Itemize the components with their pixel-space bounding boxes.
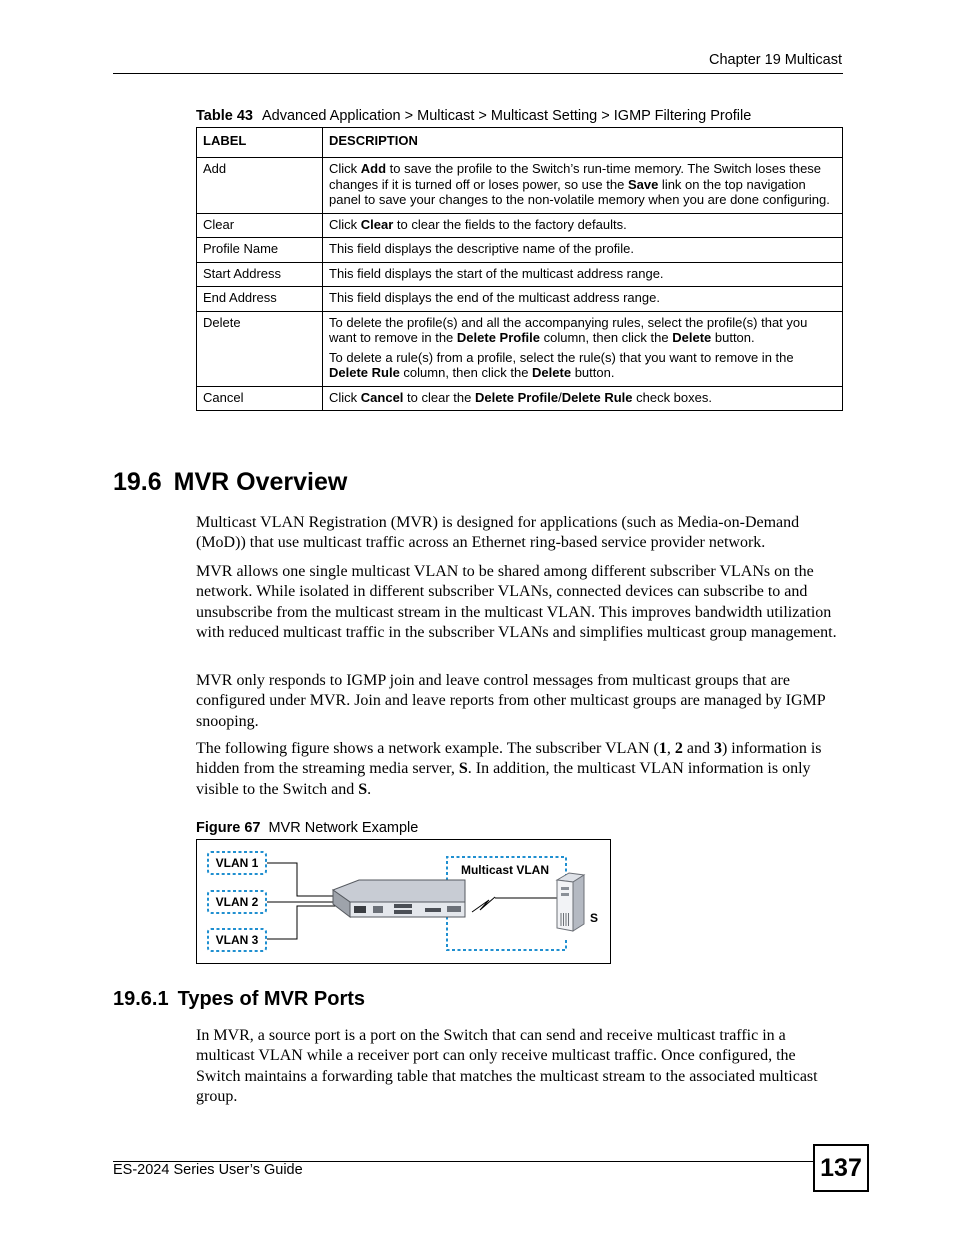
text-run: / <box>558 389 562 405</box>
zigzag-link <box>472 897 495 912</box>
figure-caption <box>196 820 418 836</box>
table-caption-text: Advanced Application > Multicast > Multicast Setting > IGMP Filtering Profile <box>261 108 752 124</box>
text-run: MVR only responds to IGMP join and leave control messages from multicast groups that are configured under MVR. Join and leave reports from other multicast groups are managed by IGMP snooping. <box>196 672 826 730</box>
server-label: S <box>590 911 599 925</box>
text-run: column, then click the <box>540 330 673 345</box>
table-cell-description <box>323 238 843 263</box>
table-cell-label: Add <box>197 158 323 214</box>
table-row <box>197 311 843 386</box>
bold-text: Clear <box>360 216 394 232</box>
bold-text: Cancel <box>360 389 404 405</box>
description-paragraph <box>329 241 836 257</box>
text-run: . In addition, the multicast VLAN information is only visible to the Switch and <box>196 760 811 798</box>
multicast-vlan-label: Multicast VLAN <box>460 863 550 877</box>
text-run: to clear the fields to the factory defaults. <box>393 216 627 232</box>
bold-text: Delete Rule <box>561 389 633 405</box>
description-paragraph <box>329 217 836 233</box>
text-run: and <box>682 740 714 757</box>
text-run: to clear the <box>403 389 475 405</box>
vlan3-label: VLAN 3 <box>215 933 259 947</box>
bold-text: Delete Rule <box>329 365 400 380</box>
text-run: check boxes. <box>632 389 712 405</box>
table-cell-description <box>323 158 843 214</box>
subsection-heading <box>113 988 365 1011</box>
table-row <box>197 386 843 411</box>
network-switch-icon <box>333 880 465 917</box>
table-body <box>197 158 843 411</box>
text-run: , <box>666 740 675 757</box>
table-row <box>197 262 843 287</box>
table-caption-number: Table 43 <box>196 108 253 124</box>
text-run: To delete a rule(s) from a profile, select the rule(s) that you want to remove in the <box>329 349 794 365</box>
text-run: Click <box>329 389 361 405</box>
mvr-network-diagram <box>197 840 610 963</box>
text-run: to save the profile to the Switch’s run-time memory. The Switch loses these changes if it is turned off or loses power, so use the <box>329 161 822 192</box>
text-run: link on the top navigation panel to save your changes to the non-volatile memory when you are done configuring. <box>329 176 830 207</box>
text-run: In MVR, a source port is a port on the Switch that can send and receive multicast traffic in a multicast VLAN while a receiver port can only receive multicast traffic. Once configured, the Switch maintains a forwarding table that matches the multicast stream to the associated multicast group. <box>196 1027 818 1105</box>
paragraph-mvr-igmp <box>196 671 842 732</box>
figure-caption-number: Figure 67 <box>196 820 261 836</box>
server-tower-icon <box>557 873 584 931</box>
bold-text: Delete Profile <box>474 389 559 405</box>
paragraph-mvr-intro <box>196 513 842 554</box>
column-header-label: LABEL <box>197 128 323 158</box>
figure-caption-text: MVR Network Example <box>268 820 419 836</box>
vlan2-label: VLAN 2 <box>215 895 259 909</box>
text-run: button. <box>711 330 755 345</box>
paragraph-mvr-shared-vlan <box>196 562 842 643</box>
bold-text: Delete <box>672 330 712 345</box>
table-header-row <box>197 128 843 158</box>
table-caption <box>196 108 751 124</box>
description-paragraph <box>329 315 836 346</box>
text-run: To delete the profile(s) and all the accompanying rules, select the profile(s) that you want to remove in the <box>329 314 808 345</box>
paragraph-mvr-ports <box>196 1026 842 1107</box>
vlan1-label: VLAN 1 <box>215 856 259 870</box>
page-number: 137 <box>813 1144 869 1192</box>
chapter-title: Chapter 19 Multicast <box>709 52 842 68</box>
vlan3-link <box>267 906 337 939</box>
table-cell-description <box>323 287 843 312</box>
bold-text: 3 <box>713 740 722 757</box>
text-run: Click <box>329 216 361 232</box>
table-row <box>197 287 843 312</box>
table-cell-label: Delete <box>197 311 323 386</box>
igmp-filtering-profile-table <box>196 127 843 411</box>
bold-text: Delete Profile <box>456 330 540 345</box>
text-run: Click <box>329 161 361 176</box>
bold-text: Delete <box>532 365 572 380</box>
table-cell-description <box>323 262 843 287</box>
section-heading <box>113 468 347 497</box>
bold-text: 1 <box>658 740 667 757</box>
description-paragraph <box>329 390 836 406</box>
table-cell-description <box>323 311 843 386</box>
description-paragraph <box>329 161 836 208</box>
table-cell-description <box>323 213 843 238</box>
header-rule <box>113 73 843 74</box>
table-cell-description <box>323 386 843 411</box>
bold-text: Add <box>360 161 387 176</box>
subsection-number: 19.6.1 <box>113 988 169 1010</box>
table-row <box>197 238 843 263</box>
text-run: This field displays the end of the multicast address range. <box>329 290 660 305</box>
text-run: column, then click the <box>399 365 533 380</box>
paragraph-figure-intro <box>196 739 842 800</box>
section-title: MVR Overview <box>173 468 348 496</box>
text-run: button. <box>571 365 615 380</box>
description-paragraph <box>329 266 836 282</box>
table-cell-label: End Address <box>197 287 323 312</box>
column-header-description: DESCRIPTION <box>323 128 843 158</box>
text-run: The following figure shows a network example. The subscriber VLAN ( <box>196 740 659 757</box>
mvr-network-figure <box>196 839 611 964</box>
table-cell-label: Start Address <box>197 262 323 287</box>
text-run: MVR allows one single multicast VLAN to be shared among different subscriber VLANs on the network. While isolated in different subscriber VLANs, connected devices can subscribe to and unsubscribe from the multicast stream in the multicast VLAN. This improves bandwidth utilization with reduced multicast traffic in the subscriber VLANs and simplifies multicast group management. <box>196 563 837 641</box>
table-cell-label: Clear <box>197 213 323 238</box>
bold-text: S <box>358 780 368 798</box>
text-run: . <box>367 780 372 798</box>
table-row <box>197 158 843 214</box>
text-run: Multicast VLAN Registration (MVR) is designed for applications (such as Media-on-Demand (MoD)) that use multicast traffic across an Ethernet ring-based service provider network. <box>196 514 800 552</box>
table-cell-label: Cancel <box>197 386 323 411</box>
text-run: ) information is hidden from the streaming media server, <box>196 740 822 778</box>
bold-text: 2 <box>674 740 683 757</box>
text-run: This field displays the descriptive name of the profile. <box>329 241 634 256</box>
guide-title: ES-2024 Series User’s Guide <box>113 1162 303 1178</box>
text-run: This field displays the start of the multicast address range. <box>329 265 664 281</box>
bold-text: Save <box>627 176 659 192</box>
section-number: 19.6 <box>113 468 162 496</box>
description-paragraph <box>329 290 836 306</box>
bold-text: S <box>458 760 468 778</box>
table-row <box>197 213 843 238</box>
subsection-title: Types of MVR Ports <box>177 988 366 1010</box>
description-paragraph <box>329 350 836 381</box>
table-cell-label: Profile Name <box>197 238 323 263</box>
vlan1-link <box>267 863 337 896</box>
